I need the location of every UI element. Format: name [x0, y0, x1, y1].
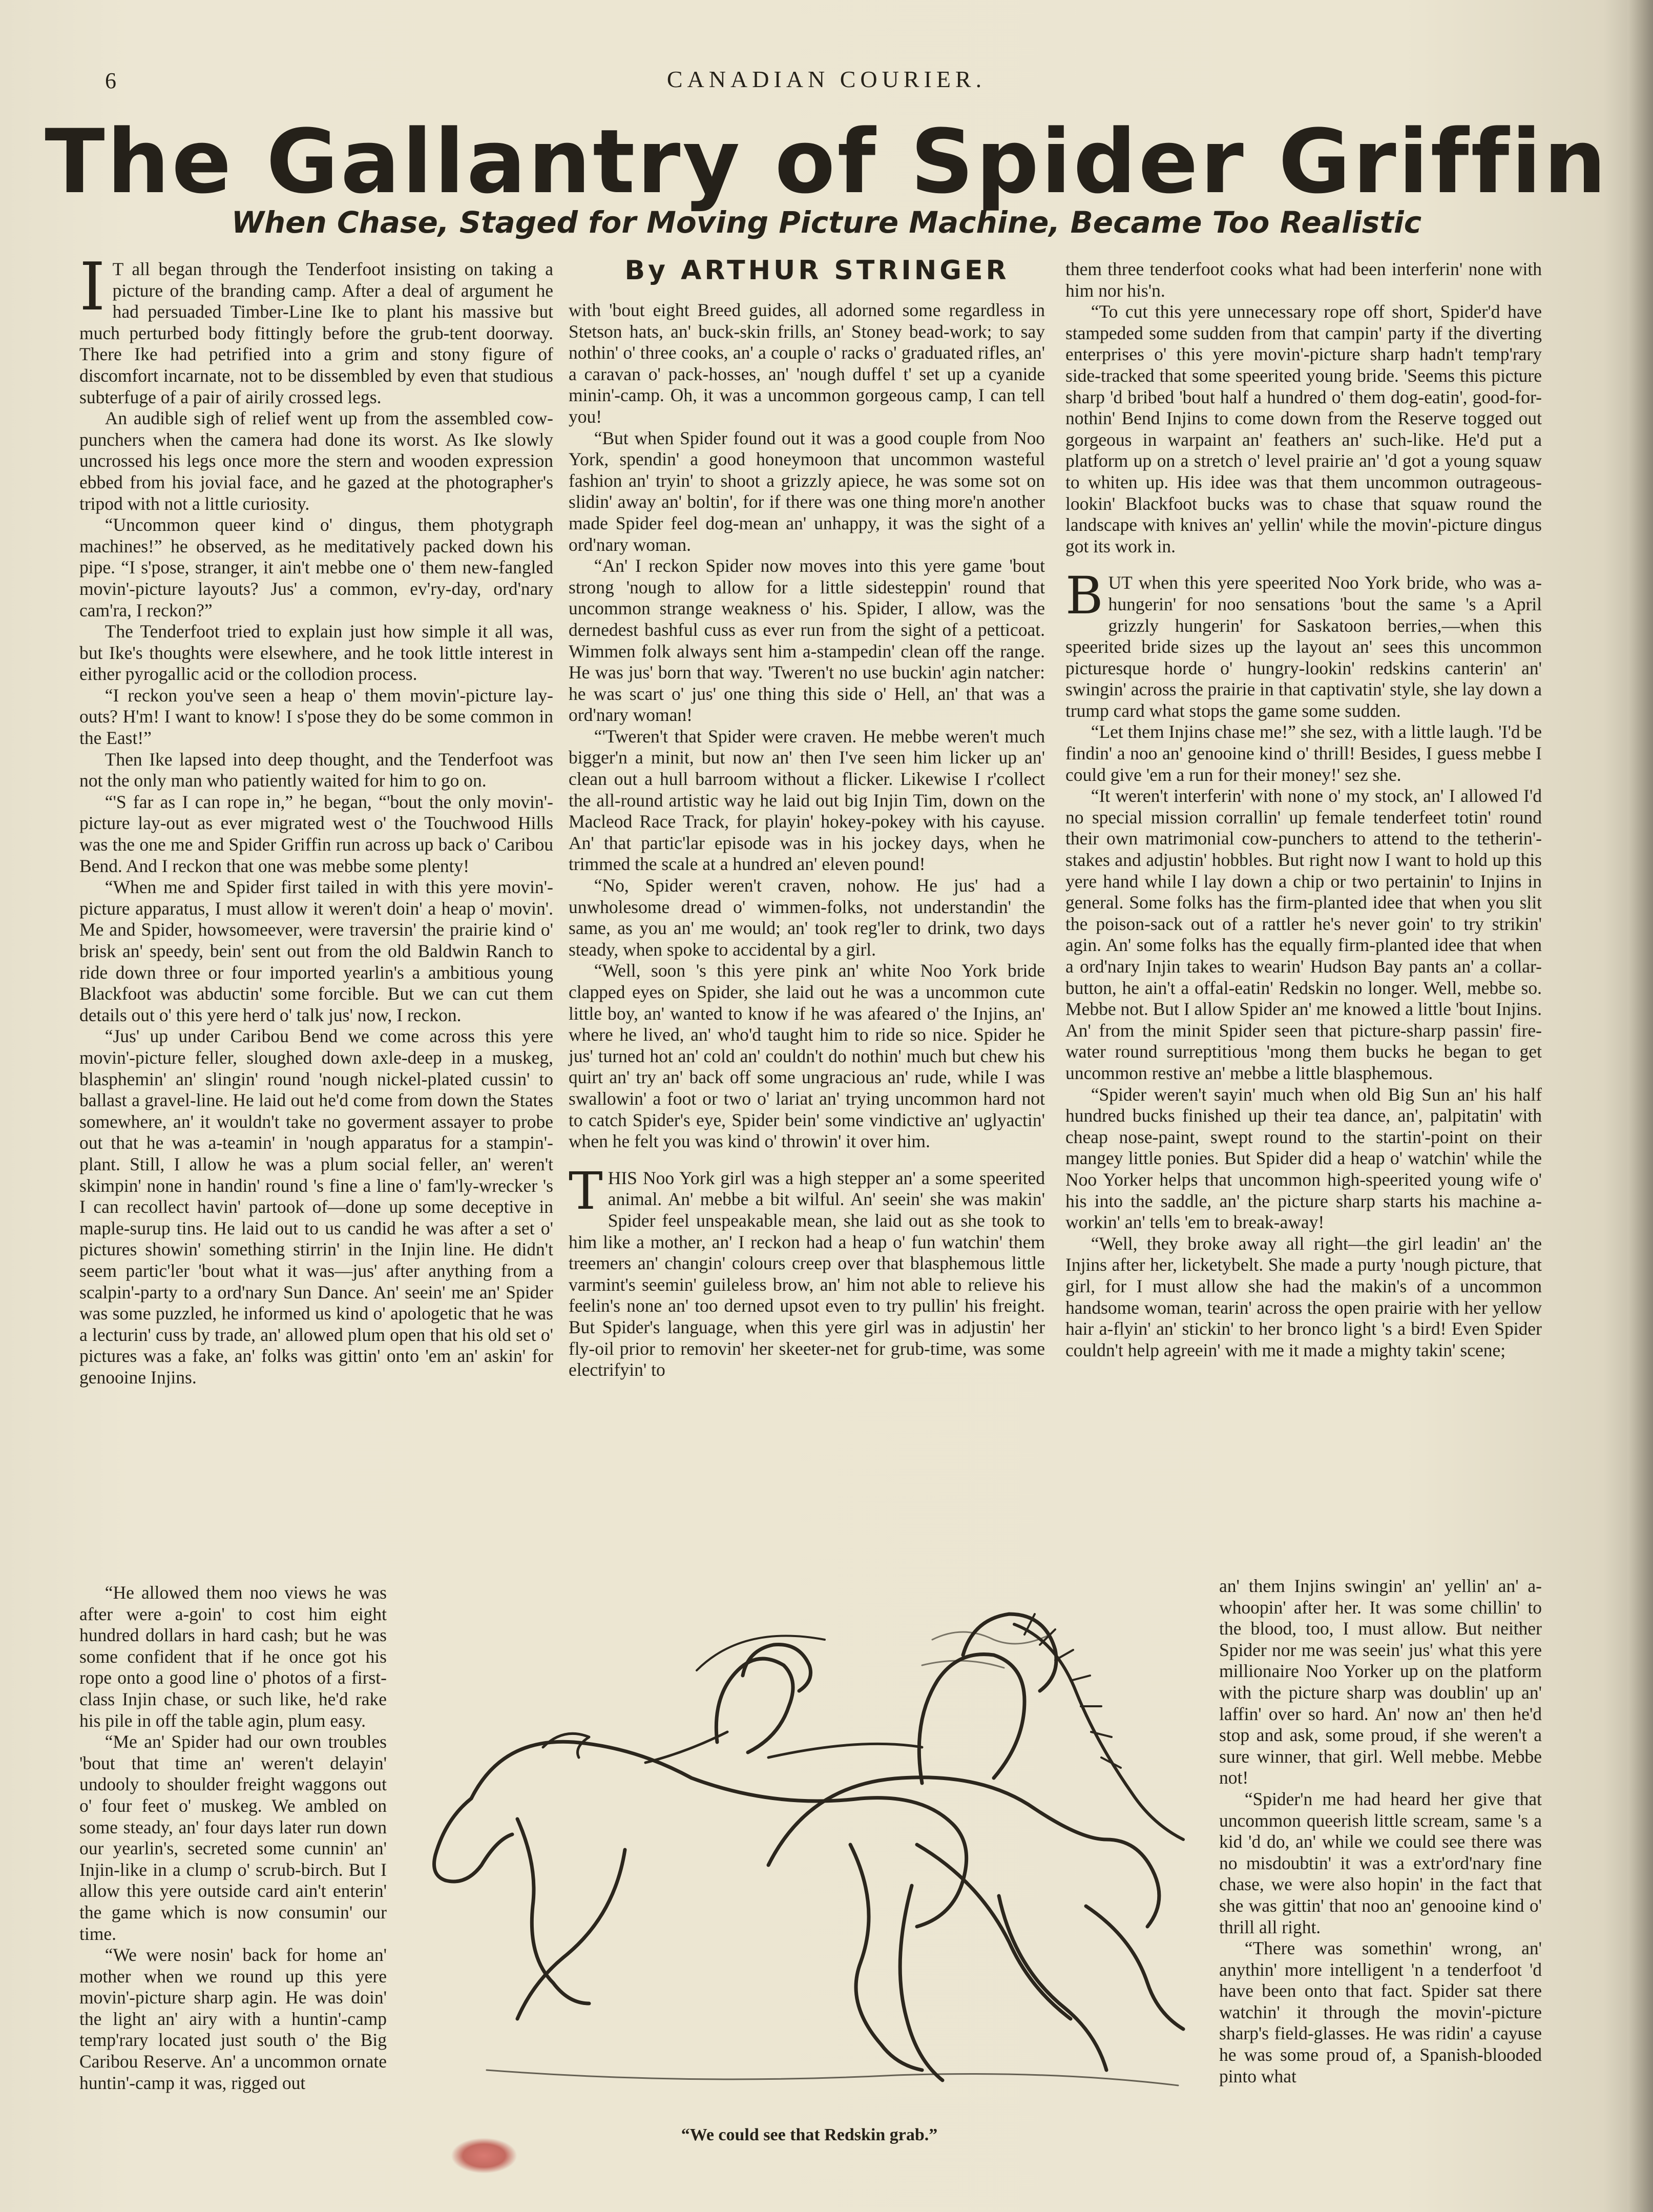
article-byline: By ARTHUR STRINGER — [624, 255, 1010, 286]
paragraph: The Tenderfoot tried to explain just how simple it all was, but Ike's thoughts were elsewhere, and he took little interest in either pyrogallic acid or the collodion process. — [79, 621, 553, 685]
paragraph: “Uncommon queer kind o' dingus, them photygraph machines!” he observed, as he meditatively packed down his pipe. “I s'pose, stranger, it ain't mebbe one o' them new-fangled movin'-picture layouts? Jus' a common, ev'ry-day, ord'nary cam'ra, I reckon?” — [79, 514, 553, 621]
paragraph: “'S far as I can rope in,” he began, “'bout the only movin'-picture lay-out as ever migrated west o' the Touchwood Hills was the one me and Spider Griffin run across up back o' Caribou Bend. And I reckon that one was mebbe some plenty! — [79, 791, 553, 876]
paragraph: “To cut this yere unnecessary rope off short, Spider'd have stampeded some sudden from that campin' party if the diverting enterprises o' this yere movin'-picture sharp hadn't temp'rary side-tracked that some speerited young bride. 'Seems this picture sharp 'd bribed 'bout half a hundred o' them dog-eatin', good-for-nothin' Bend Injins to come down from the Reserve togged out gorgeous in warpaint an' feathers an' such-like. He'd put a platform up on a stretch o' level prairie an' 'd got a young squaw to whiten up. His idee was that them uncommon outrageous-lookin' Blackfoot bucks was to chase that squaw round the landscape with knives an' yellin' while the movin'-picture dingus got its work in. — [1065, 301, 1542, 556]
paragraph: with 'bout eight Breed guides, all adorned some regardless in Stetson hats, an' buck-skin frills, an' Stoney bead-work; to say nothin' o' three cooks, an' a couple o' racks o' graduated rifles, an' a caravan o' pack-hosses, an' 'nough duffel t' set up a cyanide minin'-camp. Oh, it was a uncommon gorgeous camp, I can tell you! — [569, 300, 1045, 427]
chase-illustration — [410, 1578, 1219, 2121]
paragraph: “It weren't interferin' with none o' my stock, an' I allowed I'd no special mission corrallin' up female tenderfeet totin' round their own matrimonial cow-punchers to attend to the tetherin'-stakes and adjustin' hobbles. But right now I want to hold up this yere hand while I lay down a chip or two pertainin' to Injins in general. Some folks has the firm-planted idee that when you slit the poison-sack out of a rattler he's never goin' to try strikin' agin. An' some folks has the equally firm-planted idee that when a ord'nary Injin takes to wearin' Hudson Bay pants an' a collar-button, he ain't a offal-eatin' Redskin no longer. Well, mebbe so. Mebbe not. But I allow Spider an' me knowed a little 'bout Injins. An' from the minit Spider seen that picture-sharp passin' fire-water round surreptitious 'mong them bucks he began to get uncommon restive an' mebbe a little blasphemous. — [1065, 785, 1542, 1083]
running-head: CANADIAN COURIER. — [666, 66, 987, 92]
paragraph: “Well, soon 's this yere pink an' white Noo York bride clapped eyes on Spider, she laid out he was a uncommon cute little boy, an' wanted to know if he was afeared o' the Injins, an' where he lived, an' who'd taught him to ride so nice. Spider he jus' turned hot an' cold an' couldn't do nothin' much but chew his quirt an' try an' back off some ungracious an' rude, while I was swallowin' a foot or two o' lariat an' trying uncommon hard not to catch Spider's eye, Spider bein' some vindictive an' uglyactin' when he felt you was kind o' throwin' it over him. — [569, 960, 1045, 1152]
paragraph: “He allowed them noo views he was after were a-goin' to cost him eight hundred dollars in hard cash; but he was some confident that if he once got his rope onto a good line o' photos of a first-class Injin chase, or such like, he'd rake his pile in off the table agin, plum easy. — [79, 1582, 387, 1731]
paragraph: “An' I reckon Spider now moves into this yere game 'bout strong 'nough to allow for a little sidesteppin' round that uncommon strange weakness o' his. Spider, I allow, was the dernedest bashful cuss as ever run from the sight of a petticoat. Wimmen folk always sent him a-stampedin' clean off the range. He was jus' born that way. 'Tweren't no use buckin' agin natcher: he was scart o' jus' one thing this side o' Hell, an' that was a ord'nary woman! — [569, 555, 1045, 726]
article-subtitle: When Chase, Staged for Moving Picture Machine, Became Too Realistic — [231, 205, 1422, 240]
paragraph: UT when this yere speerited Noo York bride, who was a-hungerin' for noo sensations 'bout the same 's a April grizzly hungerin' for Saskatoon berries,—when this speerited bride sizes up the layout an' sees this uncommon picturesque horde o' hungry-lookin' redskins canterin' an' swingin' across the prairie in that captivatin' style, she lay down a trump card what stops the game some sudden. — [1065, 572, 1542, 721]
paragraph: “Jus' up under Caribou Bend we come across this yere movin'-picture feller, sloughed down axle-deep in a muskeg, blasphemin' an' slingin' round 'nough nickel-plated cussin' to ballast a gravel-line. He laid out he'd come from down the States somewhere, an' it wouldn't take no goverment assayer to probe out that he was a-teamin' in 'nough apparatus for a stampin'-plant. Still, I allow he was a plum social feller, an' weren't skimpin' none in handin' round 's fine a line o' fam'ly-wrecker 's I can recollect havin' partook of—done up some deceptive in maple-surup tins. He laid out to us candid he was after a set o' pictures showin' something stirrin' in the Injin line. He didn't seem partic'ler 'bout what it was—jus' after anything from a scalpin'-party to a ord'nary Sun Dance. An' seein' me an' Spider was some puzzled, he informed us kind o' apologetic that he was a lecturin' cuss by trade, an' allowed plum open that his old set o' pictures was a fake, an' folks was gittin' onto 'em an' askin' for genooine Injins. — [79, 1026, 553, 1388]
paragraph: “'Tweren't that Spider were craven. He mebbe weren't much bigger'n a minit, but now an' then I've seen him licker up an' clean out a hull barroom without a flicker. Likewise I r'collect the all-round artistic way he laid out big Injin Tim, down on the Macleod Race Track, for playin' hokey-pokey with his cayuse. An' that partic'lar episode was in his jockey days, when he trimmed the scale at a hundred an' eleven pound! — [569, 726, 1045, 875]
paragraph: “Me an' Spider had our own troubles 'bout that time an' weren't delayin' undooly to shoulder freight waggons out o' four feet o' muskeg. We ambled on some steady, an' four days later run down our yearlin's, secreted some cunnin' an' Injin-like in a clump o' scrub-birch. But I allow this yere outside card ain't enterin' the game which is now consumin' our time. — [79, 1731, 387, 1944]
paragraph: them three tenderfoot cooks what had been interferin' none with him nor his'n. — [1065, 259, 1542, 301]
paragraph: “But when Spider found out it was a good couple from Noo York, spendin' a good honeymoon that uncommon wasteful fashion an' tryin' to shoot a grizzly apiece, he was some sot on slidin' away an' boltin', for if there was one thing more'n another made Spider feel dog-mean an' unhappy, it was the sight of a ord'nary woman. — [569, 427, 1045, 555]
illustration-caption: “We could see that Redskin grab.” — [681, 2125, 938, 2144]
column-3 — [1065, 259, 1542, 1361]
drop-cap: I — [79, 249, 106, 325]
paragraph: “I reckon you've seen a heap o' them movin'-picture lay-outs? H'm! I want to know! I s'pose they do be some common in the East!” — [79, 685, 553, 749]
column-3-narrow — [1219, 1576, 1542, 2087]
paragraph: “When me and Spider first tailed in with this yere movin'-picture apparatus, I must allow it weren't doin' a heap o' movin'. Me and Spider, howsomeever, were traversin' the prairie kind o' brisk an' speedy, bein' sent out from the old Baldwin Ranch to ride down three or four imported yearlin's a ambitious young Blackfoot was abductin' some forcible. But we can cut them details out o' this yere herd o' talk jus' now, I reckon. — [79, 877, 553, 1025]
section-gap — [1065, 557, 1542, 572]
page-number: 6 — [105, 68, 116, 93]
paragraph: an' them Injins swingin' an' yellin' an' a-whoopin' after her. It was some chillin' to the blood, too, I must allow. But neither Spider nor me was seein' jus' what this yere millionaire Noo Yorker up on the platform with the picture sharp was doublin' up an' laffin' over so hard. An' now an' then he'd stop and ask, some proud, if she weren't a sure winner, that girl. Well mebbe. Mebbe not! — [1219, 1576, 1542, 1788]
paragraph: T all began through the Tenderfoot insisting on taking a picture of the branding camp. After a deal of argument he had persuaded Timber-Line Ike to plant his massive but much perturbed body fittingly before the grub-tent doorway. There Ike had petrified into a grim and stony figure of discomfort incarnate, not to be dissembled by even that studious subterfuge of a pair of airily crossed legs. — [79, 259, 553, 407]
page-spine — [1627, 0, 1653, 2212]
column-1 — [79, 249, 553, 1388]
paragraph: An audible sigh of relief went up from the assembled cow-punchers when the camera had done its worst. As Ike slowly uncrossed his legs once more the stern and wooden expression ebbed from his jovial face, and he gazed at the photographer's tripod with not a little curiosity. — [79, 408, 553, 514]
article-title: The Gallantry of Spider Griffin — [45, 110, 1608, 213]
paragraph: “Spider weren't sayin' much when old Big Sun an' his half hundred bucks finished up their tea dance, an', palpitatin' with cheap nose-paint, swept round to the startin'-point on their mangey little ponies. But Spider did a heap o' watchin' while the Noo Yorker helps that uncommon high-speerited young wife o' his into the saddle, an' the picture sharp starts his machine a-workin' an' tells 'em to break-away! — [1065, 1084, 1542, 1233]
paragraph: “We were nosin' back for home an' mother when we round up this yere movin'-picture sharp agin. He was doin' the light an' airy with a huntin'-camp temp'rary located just south o' the Big Caribou Reserve. An' a uncommon ornate huntin'-camp it was, rigged out — [79, 1945, 387, 2093]
section-gap — [569, 1152, 1045, 1168]
column-2 — [569, 300, 1045, 1381]
paragraph: “Let them Injins chase me!” she sez, with a little laugh. 'I'd be findin' a noo an' genooine kind o' thrill! Besides, I guess mebbe I could give 'em a run for their money!' sez she. — [1065, 721, 1542, 785]
column-1-narrow — [79, 1582, 387, 2094]
drop-cap: T — [569, 1161, 603, 1221]
paragraph: “Well, they broke away all right—the girl leadin' an' the Injins after her, licketybelt. She made a purty 'nough picture, that girl, for I must allow she had the makin's of a uncommon handsome woman, tearin' across the open prairie with her yellow hair a-flyin' an' stickin' to her bronco light 's a bird! Even Spider couldn't help agreein' with me it made a mighty takin' scene; — [1065, 1233, 1542, 1360]
paragraph: “No, Spider weren't craven, nohow. He jus' had a unwholesome dread o' wimmen-folks, not understandin' the same, as you an' me would; an' took reg'ler to drink, two days steady, when spoke to accidental by a girl. — [569, 875, 1045, 960]
paragraph: “There was somethin' wrong, an' anythin' more intelligent 'n a tenderfoot 'd have been onto that fact. Spider sat there watchin' it through the movin'-picture sharp's field-glasses. He was ridin' a cayuse he was some proud of, a Spanish-blooded pinto what — [1219, 1938, 1542, 2086]
paragraph: Then Ike lapsed into deep thought, and the Tenderfoot was not the only man who patiently waited for him to go on. — [79, 749, 553, 791]
drop-cap: B — [1065, 566, 1103, 626]
page-stain — [451, 2138, 517, 2174]
paragraph: HIS Noo York girl was a high stepper an' a some speerited animal. An' mebbe a bit wilful. An' seein' she was makin' Spider feel unspeakable mean, she laid out as she took to him like a mother, an' I reckon had a heap o' fun watchin' them treemers an' changin' colours creep over that blasphemous little varmint's seemin' guileless brow, an' him not able to relieve his feelin's none an' too derned upsot even to try pullin' his freight. But Spider's language, when this yere girl was in adjustin' her fly-oil prior to removin' her skeeter-net for grub-time, was some electrifyin' to — [569, 1167, 1045, 1380]
paragraph: “Spider'n me had heard her give that uncommon queerish little scream, same 's a kid 'd do, an' while we could see there was no misdoubtin' it was a extr'ord'nary fine chase, we were also hopin' in the fact that she was gittin' that noo an' genooine kind o' thrill all right. — [1219, 1788, 1542, 1937]
